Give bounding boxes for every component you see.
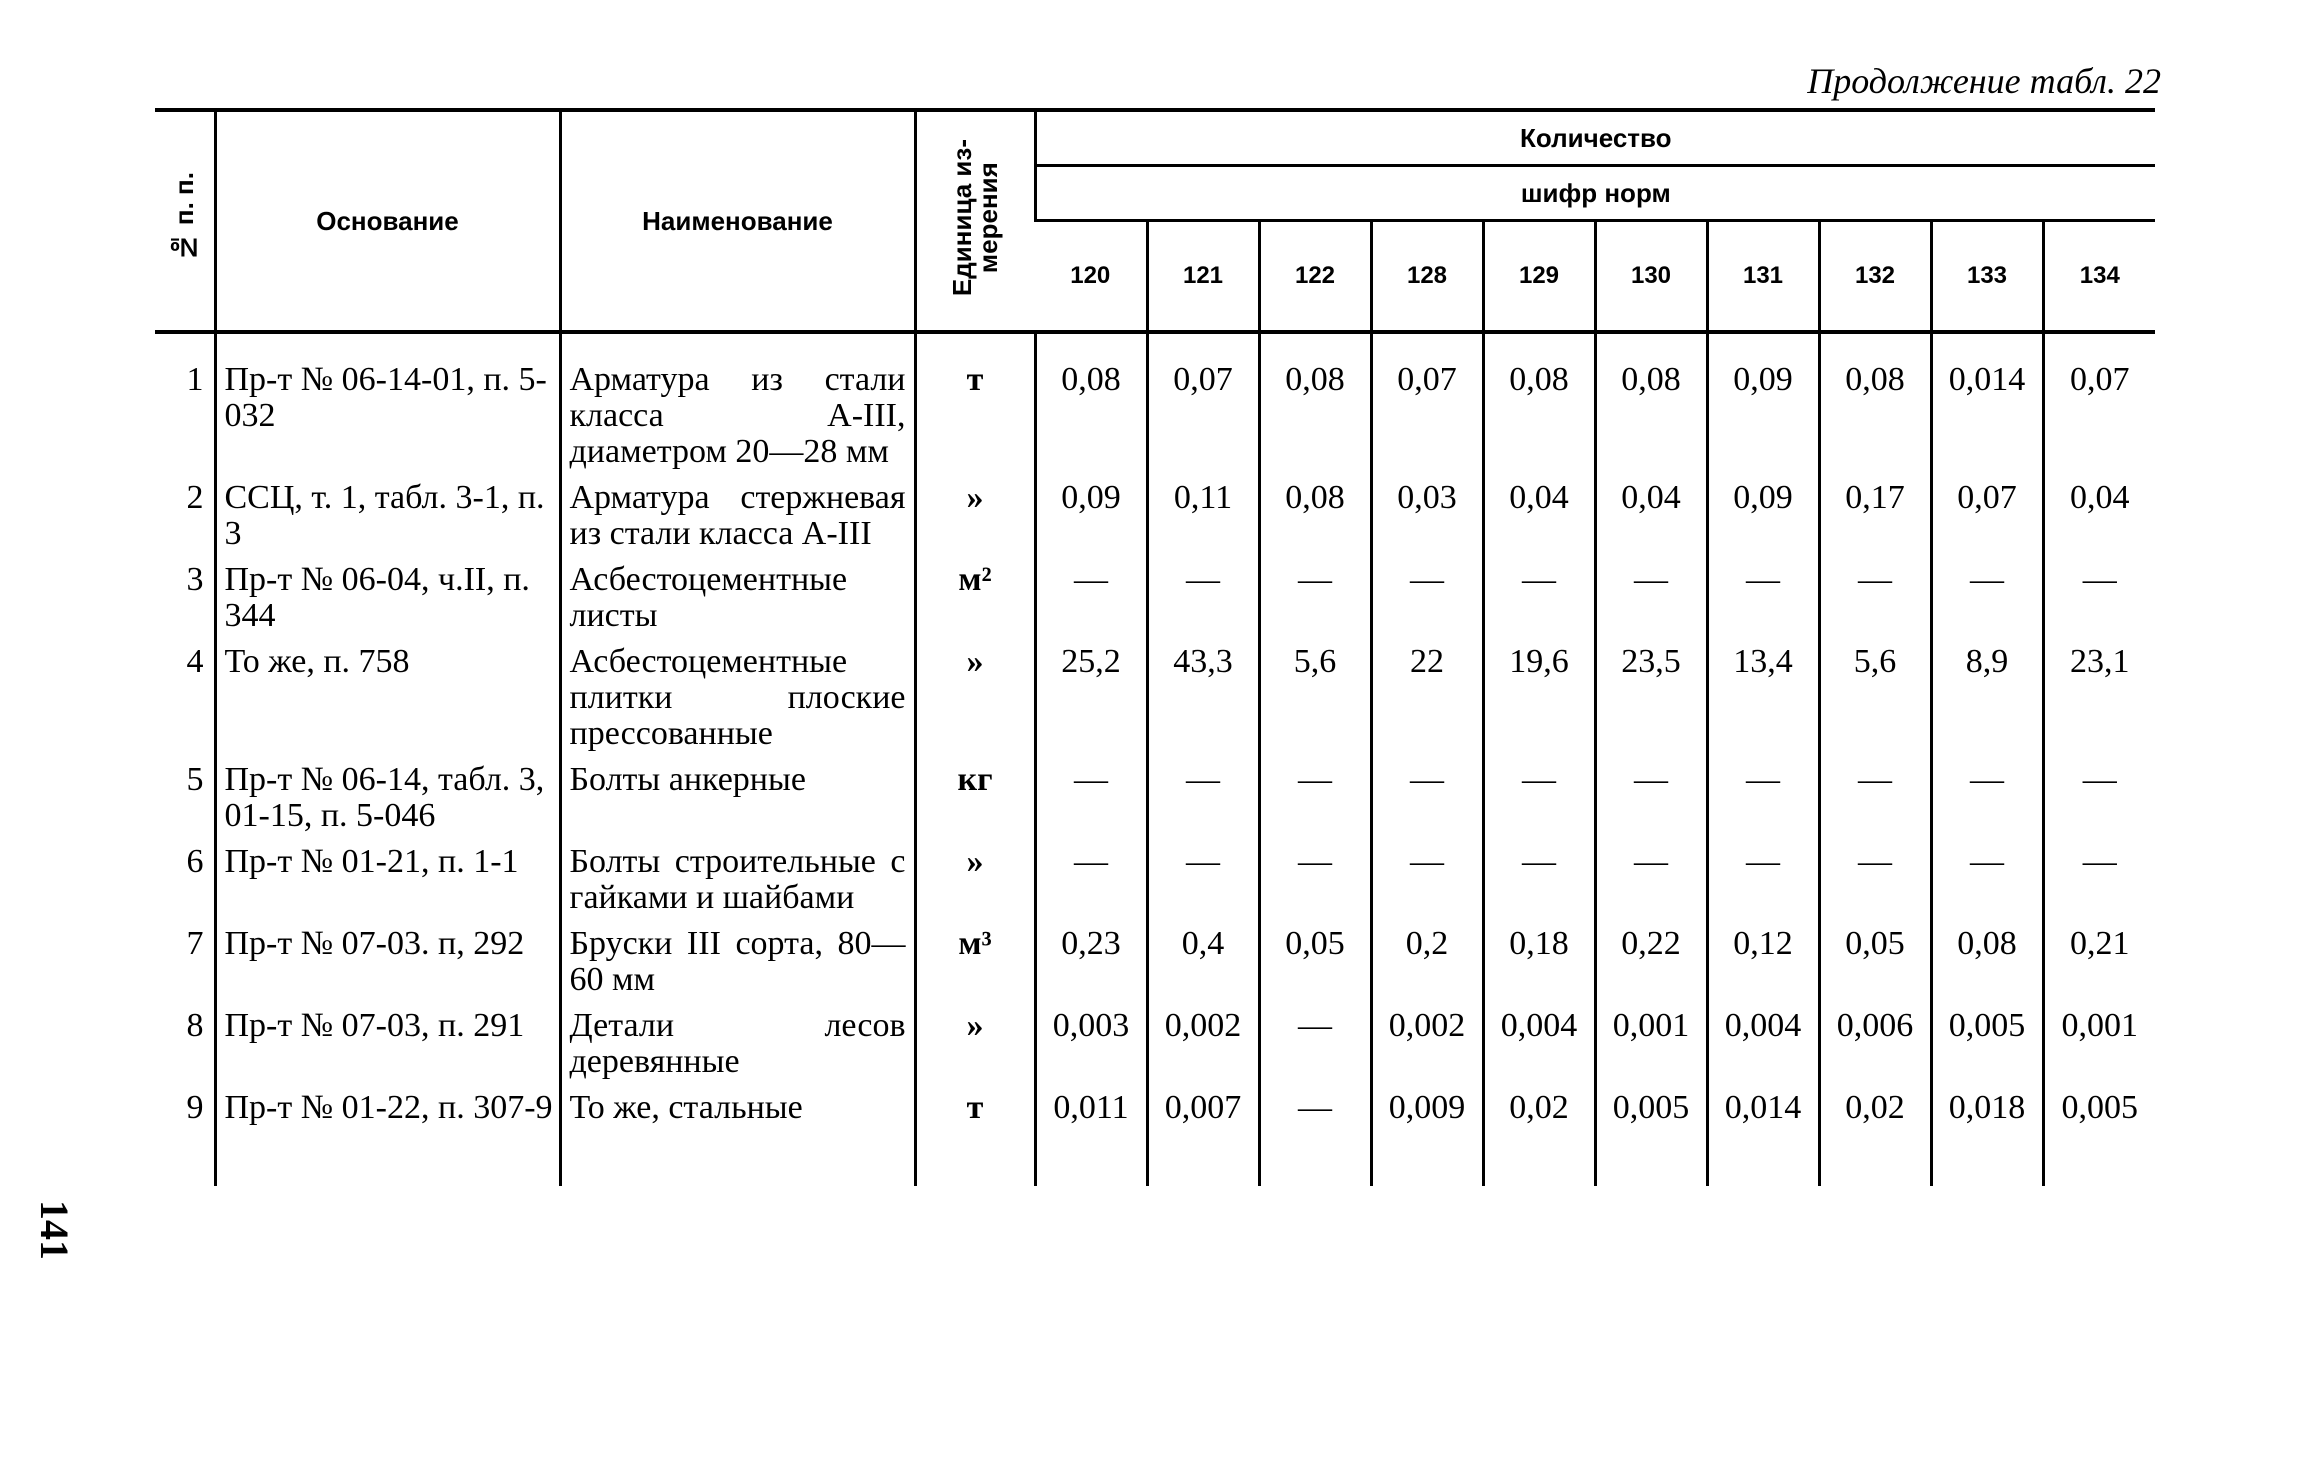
- value-cell: 0,07: [1371, 332, 1483, 470]
- header-code-cell: 133: [1931, 221, 2043, 333]
- unit-cell: т: [915, 1080, 1035, 1186]
- value-cell: —: [1035, 552, 1147, 634]
- value-cell: 0,001: [1595, 998, 1707, 1080]
- header-num: № п. п.: [169, 172, 200, 263]
- value-cell: —: [1819, 834, 1931, 916]
- row-num: 9: [186, 1089, 204, 1126]
- page-number: 141: [32, 1200, 77, 1260]
- value-cell: 0,18: [1483, 916, 1595, 998]
- table-row: [155, 634, 2155, 752]
- header-code-cell: 132: [1819, 221, 1931, 333]
- value-cell: 0,04: [2043, 470, 2155, 552]
- value-cell: 19,6: [1483, 634, 1595, 752]
- basis-cell: Пр-т № 07-03, п. 291: [215, 998, 560, 1080]
- header-quantity: Количество: [1035, 110, 2155, 166]
- value-cell: 0,09: [1707, 332, 1819, 470]
- name-cell: Асбестоцементные листы: [560, 552, 915, 634]
- row-num: 6: [186, 843, 204, 880]
- value-cell: 0,003: [1035, 998, 1147, 1080]
- basis-cell: Пр-т № 01-21, п. 1-1: [215, 834, 560, 916]
- value-cell: 0,2: [1371, 916, 1483, 998]
- basis-cell: Пр-т № 06-14, табл. 3, 01-15, п. 5-046: [215, 752, 560, 834]
- table-row: [155, 834, 2155, 916]
- name-cell: Арматура стержневая из стали класса А-III: [560, 470, 915, 552]
- value-cell: 22: [1371, 634, 1483, 752]
- value-cell: —: [1259, 834, 1371, 916]
- basis-cell: Пр-т № 06-14-01, п. 5-032: [215, 332, 560, 470]
- table-row: [155, 916, 2155, 998]
- value-cell: —: [2043, 552, 2155, 634]
- value-cell: —: [1371, 552, 1483, 634]
- value-cell: 0,04: [1483, 470, 1595, 552]
- value-cell: —: [1035, 834, 1147, 916]
- value-cell: 0,02: [1819, 1080, 1931, 1186]
- value-cell: 0,001: [2043, 998, 2155, 1080]
- value-cell: 0,05: [1259, 916, 1371, 998]
- value-cell: —: [1259, 1080, 1371, 1186]
- value-cell: —: [1483, 834, 1595, 916]
- unit-cell: »: [915, 634, 1035, 752]
- value-cell: —: [1931, 834, 2043, 916]
- unit-cell: кг: [915, 752, 1035, 834]
- value-cell: —: [1707, 752, 1819, 834]
- value-cell: —: [1819, 552, 1931, 634]
- table-row: [155, 1080, 2155, 1186]
- value-cell: —: [1147, 834, 1259, 916]
- value-cell: —: [1483, 752, 1595, 834]
- value-cell: —: [1931, 752, 2043, 834]
- value-cell: 0,07: [2043, 332, 2155, 470]
- row-num: 2: [186, 479, 204, 516]
- value-cell: 0,09: [1035, 470, 1147, 552]
- value-cell: 0,22: [1595, 916, 1707, 998]
- value-cell: —: [1931, 552, 2043, 634]
- value-cell: —: [1147, 752, 1259, 834]
- value-cell: 0,002: [1371, 998, 1483, 1080]
- row-num: 4: [186, 643, 204, 680]
- value-cell: 0,004: [1707, 998, 1819, 1080]
- value-cell: —: [1595, 834, 1707, 916]
- value-cell: —: [1035, 752, 1147, 834]
- unit-cell: »: [915, 998, 1035, 1080]
- value-cell: 0,05: [1819, 916, 1931, 998]
- header-code-cell: 128: [1371, 221, 1483, 333]
- value-cell: 0,4: [1147, 916, 1259, 998]
- value-cell: 0,11: [1147, 470, 1259, 552]
- basis-cell: ССЦ, т. 1, табл. 3-1, п. 3: [215, 470, 560, 552]
- value-cell: 0,005: [2043, 1080, 2155, 1186]
- value-cell: 8,9: [1931, 634, 2043, 752]
- value-cell: 0,07: [1147, 332, 1259, 470]
- value-cell: 0,17: [1819, 470, 1931, 552]
- header-code-cell: 129: [1483, 221, 1595, 333]
- value-cell: 0,018: [1931, 1080, 2043, 1186]
- value-cell: 0,04: [1595, 470, 1707, 552]
- basis-cell: То же, п. 758: [215, 634, 560, 752]
- value-cell: —: [1595, 752, 1707, 834]
- table-row: [155, 332, 2155, 470]
- value-cell: 13,4: [1707, 634, 1819, 752]
- value-cell: —: [1259, 752, 1371, 834]
- value-cell: 0,08: [1259, 470, 1371, 552]
- unit-cell: м²: [915, 552, 1035, 634]
- table-row: [155, 752, 2155, 834]
- continuation-label: Продолжение табл. 22: [1807, 61, 2161, 101]
- value-cell: —: [1259, 552, 1371, 634]
- header-code-cell: 121: [1147, 221, 1259, 333]
- value-cell: 0,23: [1035, 916, 1147, 998]
- row-num: 1: [186, 361, 204, 398]
- value-cell: 0,07: [1931, 470, 2043, 552]
- row-num: 7: [186, 925, 204, 962]
- row-num: 5: [186, 761, 204, 798]
- value-cell: 0,08: [1595, 332, 1707, 470]
- name-cell: Детали лесов деревянные: [560, 998, 915, 1080]
- value-cell: —: [1147, 552, 1259, 634]
- value-cell: 0,009: [1371, 1080, 1483, 1186]
- value-cell: —: [1819, 752, 1931, 834]
- value-cell: 0,004: [1483, 998, 1595, 1080]
- unit-cell: »: [915, 470, 1035, 552]
- value-cell: 23,5: [1595, 634, 1707, 752]
- header-code-cell: 130: [1595, 221, 1707, 333]
- value-cell: —: [1595, 552, 1707, 634]
- name-cell: Арматура из стали класса А-III, диаметром 20—28 мм: [560, 332, 915, 470]
- value-cell: 0,08: [1931, 916, 2043, 998]
- row-num: 8: [186, 1007, 204, 1044]
- value-cell: 5,6: [1819, 634, 1931, 752]
- value-cell: —: [2043, 752, 2155, 834]
- header-basis: Основание: [215, 110, 560, 332]
- value-cell: —: [1259, 998, 1371, 1080]
- value-cell: —: [1707, 834, 1819, 916]
- name-cell: Болты анкерные: [560, 752, 915, 834]
- value-cell: 0,21: [2043, 916, 2155, 998]
- value-cell: 0,08: [1819, 332, 1931, 470]
- header-code-cell: 122: [1259, 221, 1371, 333]
- table-row: [155, 470, 2155, 552]
- value-cell: 43,3: [1147, 634, 1259, 752]
- value-cell: 0,08: [1259, 332, 1371, 470]
- basis-cell: Пр-т № 06-04, ч.II, п. 344: [215, 552, 560, 634]
- header-code-cell: 120: [1035, 221, 1147, 333]
- header-name: Наименование: [560, 110, 915, 332]
- value-cell: —: [1371, 834, 1483, 916]
- basis-cell: Пр-т № 01-22, п. 307-9: [215, 1080, 560, 1186]
- table-row: [155, 552, 2155, 634]
- value-cell: 5,6: [1259, 634, 1371, 752]
- value-cell: 0,09: [1707, 470, 1819, 552]
- name-cell: Асбестоцементные плитки плоские прессованные: [560, 634, 915, 752]
- header-code: шифр норм: [1035, 166, 2155, 221]
- value-cell: 0,08: [1035, 332, 1147, 470]
- norms-table: [155, 108, 2155, 1186]
- value-cell: —: [2043, 834, 2155, 916]
- value-cell: 0,12: [1707, 916, 1819, 998]
- header-code-cell: 131: [1707, 221, 1819, 333]
- value-cell: 25,2: [1035, 634, 1147, 752]
- value-cell: 0,007: [1147, 1080, 1259, 1186]
- value-cell: 0,011: [1035, 1080, 1147, 1186]
- value-cell: 0,006: [1819, 998, 1931, 1080]
- value-cell: 0,014: [1707, 1080, 1819, 1186]
- row-num: 3: [186, 561, 204, 598]
- value-cell: —: [1371, 752, 1483, 834]
- header-code-cell: 134: [2043, 221, 2155, 333]
- header-unit: Единица из- мерения: [915, 110, 1035, 332]
- value-cell: 0,02: [1483, 1080, 1595, 1186]
- unit-cell: м³: [915, 916, 1035, 998]
- value-cell: 23,1: [2043, 634, 2155, 752]
- unit-cell: »: [915, 834, 1035, 916]
- value-cell: —: [1707, 552, 1819, 634]
- value-cell: 0,002: [1147, 998, 1259, 1080]
- value-cell: 0,005: [1931, 998, 2043, 1080]
- value-cell: 0,03: [1371, 470, 1483, 552]
- value-cell: 0,014: [1931, 332, 2043, 470]
- unit-cell: т: [915, 332, 1035, 470]
- table-row: [155, 998, 2155, 1080]
- value-cell: —: [1483, 552, 1595, 634]
- name-cell: Бруски III сорта, 80—60 мм: [560, 916, 915, 998]
- value-cell: 0,005: [1595, 1080, 1707, 1186]
- basis-cell: Пр-т № 07-03. п, 292: [215, 916, 560, 998]
- name-cell: То же, стальные: [560, 1080, 915, 1186]
- value-cell: 0,08: [1483, 332, 1595, 470]
- name-cell: Болты строительные с гайками и шайбами: [560, 834, 915, 916]
